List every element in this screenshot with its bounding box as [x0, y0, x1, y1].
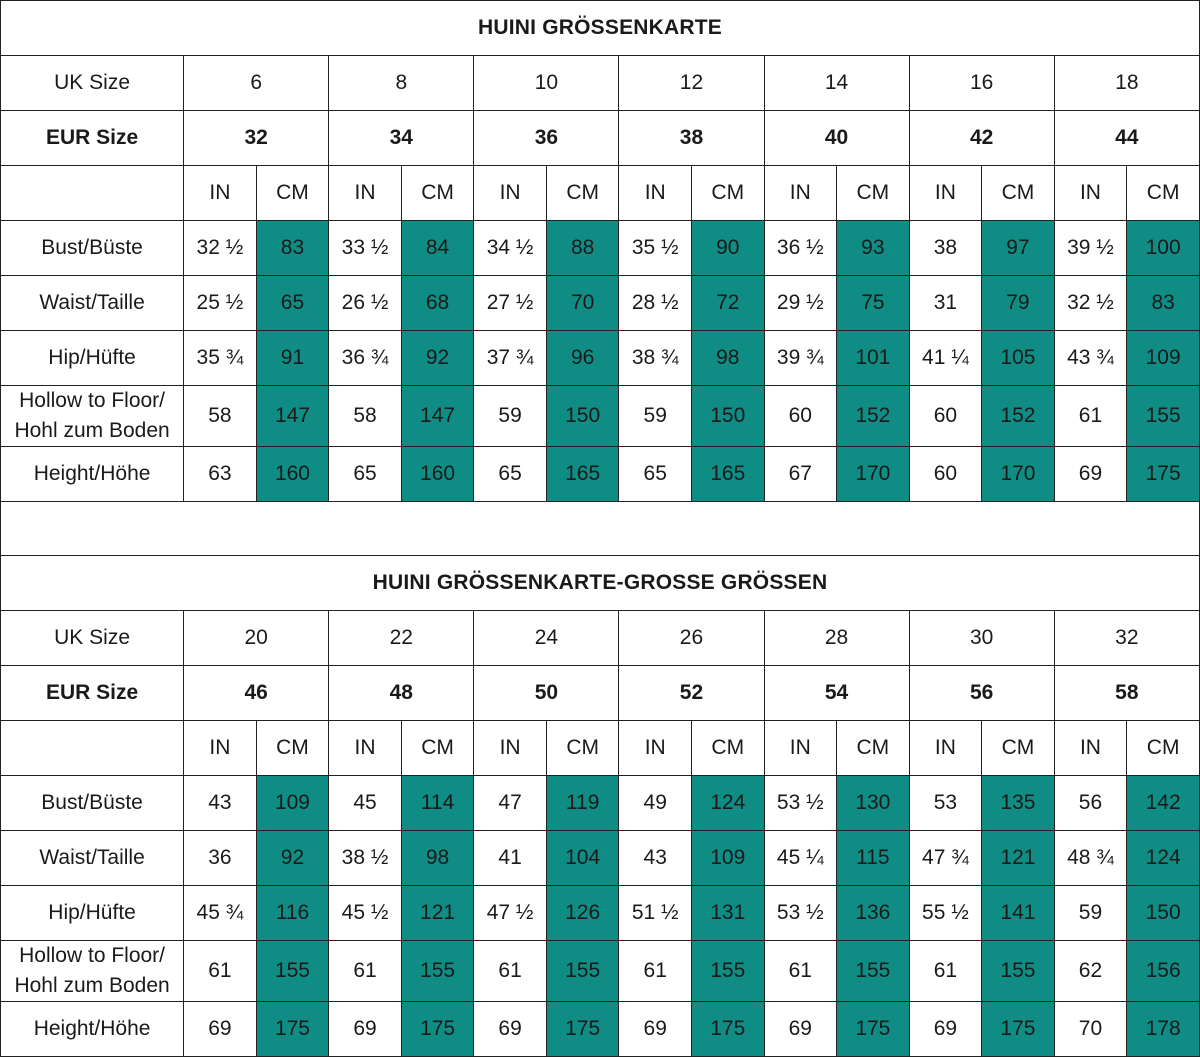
measurement-row	[1, 331, 1200, 386]
value-in-cell: 27 ½	[474, 276, 547, 331]
value-in-cell: 53 ½	[764, 776, 837, 831]
value-in-cell: 69	[1054, 447, 1127, 502]
value-cm-cell: 70	[546, 276, 619, 331]
value-cm-cell: 155	[691, 941, 764, 1002]
measurement-row	[1, 386, 1200, 447]
section-spacer	[0, 500, 1200, 555]
measurement-label: Hip/Hüfte	[1, 886, 184, 941]
chart-title: HUINI GRÖSSENKARTE	[1, 1, 1200, 56]
value-cm-cell: 115	[837, 831, 910, 886]
unit-cm-header: CM	[546, 166, 619, 221]
unit-in-header: IN	[184, 721, 257, 776]
uk-size-cell: 22	[329, 611, 474, 666]
value-in-cell: 38	[909, 221, 982, 276]
value-in-cell: 41	[474, 831, 547, 886]
value-in-cell: 61	[329, 941, 402, 1002]
chart-title: HUINI GRÖSSENKARTE-GROSSE GRÖSSEN	[1, 556, 1200, 611]
eur-size-cell: 34	[329, 111, 474, 166]
value-in-cell: 36	[184, 831, 257, 886]
unit-in-header: IN	[619, 721, 692, 776]
value-in-cell: 47 ¾	[909, 831, 982, 886]
unit-cm-header: CM	[691, 721, 764, 776]
value-cm-cell: 175	[401, 1002, 474, 1057]
uk-size-row	[1, 611, 1200, 666]
unit-in-header: IN	[474, 721, 547, 776]
eur-size-label: EUR Size	[1, 666, 184, 721]
value-in-cell: 61	[1054, 386, 1127, 447]
uk-size-label: UK Size	[1, 56, 184, 111]
value-in-cell: 69	[184, 1002, 257, 1057]
value-in-cell: 35 ¾	[184, 331, 257, 386]
value-in-cell: 32 ½	[1054, 276, 1127, 331]
value-in-cell: 56	[1054, 776, 1127, 831]
unit-header-blank	[1, 721, 184, 776]
value-cm-cell: 152	[982, 386, 1055, 447]
value-cm-cell: 156	[1127, 941, 1200, 1002]
eur-size-cell: 36	[474, 111, 619, 166]
unit-cm-header: CM	[1127, 721, 1200, 776]
unit-cm-header: CM	[401, 166, 474, 221]
value-in-cell: 67	[764, 447, 837, 502]
value-cm-cell: 109	[691, 831, 764, 886]
measurement-label	[1, 941, 184, 1002]
measurement-row	[1, 831, 1200, 886]
value-in-cell: 33 ½	[329, 221, 402, 276]
measurement-row	[1, 776, 1200, 831]
unit-cm-header: CM	[1127, 166, 1200, 221]
uk-size-cell: 20	[184, 611, 329, 666]
value-cm-cell: 150	[691, 386, 764, 447]
measurement-label-text: Hollow to Floor/ Hohl zum Boden	[14, 944, 170, 997]
value-cm-cell: 93	[837, 221, 910, 276]
measurement-row	[1, 276, 1200, 331]
value-cm-cell: 98	[691, 331, 764, 386]
value-cm-cell: 175	[982, 1002, 1055, 1057]
value-in-cell: 69	[764, 1002, 837, 1057]
value-in-cell: 36 ½	[764, 221, 837, 276]
value-in-cell: 41 ¼	[909, 331, 982, 386]
value-cm-cell: 114	[401, 776, 474, 831]
measurement-row	[1, 447, 1200, 502]
unit-in-header: IN	[1054, 166, 1127, 221]
value-in-cell: 61	[619, 941, 692, 1002]
value-cm-cell: 68	[401, 276, 474, 331]
unit-cm-header: CM	[837, 721, 910, 776]
unit-in-header: IN	[474, 166, 547, 221]
value-cm-cell: 147	[401, 386, 474, 447]
uk-size-cell: 32	[1054, 611, 1199, 666]
value-in-cell: 58	[329, 386, 402, 447]
value-in-cell: 43	[184, 776, 257, 831]
value-cm-cell: 141	[982, 886, 1055, 941]
measurement-label: Height/Höhe	[1, 447, 184, 502]
value-in-cell: 61	[909, 941, 982, 1002]
value-cm-cell: 175	[546, 1002, 619, 1057]
value-cm-cell: 121	[401, 886, 474, 941]
uk-size-cell: 18	[1054, 56, 1199, 111]
unit-in-header: IN	[1054, 721, 1127, 776]
unit-in-header: IN	[619, 166, 692, 221]
value-in-cell: 38 ¾	[619, 331, 692, 386]
unit-header-row	[1, 721, 1200, 776]
value-in-cell: 65	[474, 447, 547, 502]
value-cm-cell: 160	[401, 447, 474, 502]
value-in-cell: 32 ½	[184, 221, 257, 276]
uk-size-cell: 12	[619, 56, 764, 111]
value-cm-cell: 155	[256, 941, 329, 1002]
eur-size-cell: 52	[619, 666, 764, 721]
value-in-cell: 36 ¾	[329, 331, 402, 386]
value-in-cell: 47	[474, 776, 547, 831]
value-cm-cell: 83	[256, 221, 329, 276]
value-in-cell: 70	[1054, 1002, 1127, 1057]
measurement-label	[1, 386, 184, 447]
value-cm-cell: 175	[837, 1002, 910, 1057]
value-cm-cell: 83	[1127, 276, 1200, 331]
value-cm-cell: 124	[691, 776, 764, 831]
value-cm-cell: 100	[1127, 221, 1200, 276]
unit-in-header: IN	[909, 721, 982, 776]
value-cm-cell: 97	[982, 221, 1055, 276]
value-cm-cell: 155	[837, 941, 910, 1002]
value-in-cell: 45 ½	[329, 886, 402, 941]
value-cm-cell: 175	[1127, 447, 1200, 502]
eur-size-cell: 50	[474, 666, 619, 721]
value-cm-cell: 65	[256, 276, 329, 331]
value-in-cell: 39 ¾	[764, 331, 837, 386]
eur-size-cell: 56	[909, 666, 1054, 721]
unit-cm-header: CM	[837, 166, 910, 221]
value-in-cell: 69	[619, 1002, 692, 1057]
value-in-cell: 55 ½	[909, 886, 982, 941]
eur-size-cell: 42	[909, 111, 1054, 166]
unit-in-header: IN	[329, 166, 402, 221]
value-cm-cell: 135	[982, 776, 1055, 831]
uk-size-cell: 10	[474, 56, 619, 111]
uk-size-cell: 6	[184, 56, 329, 111]
value-in-cell: 45 ¼	[764, 831, 837, 886]
value-cm-cell: 175	[256, 1002, 329, 1057]
value-cm-cell: 136	[837, 886, 910, 941]
eur-size-cell: 46	[184, 666, 329, 721]
unit-header-row	[1, 166, 1200, 221]
value-cm-cell: 152	[837, 386, 910, 447]
value-cm-cell: 121	[982, 831, 1055, 886]
unit-cm-header: CM	[982, 721, 1055, 776]
value-in-cell: 63	[184, 447, 257, 502]
measurement-row	[1, 221, 1200, 276]
value-cm-cell: 88	[546, 221, 619, 276]
value-cm-cell: 155	[1127, 386, 1200, 447]
eur-size-cell: 54	[764, 666, 909, 721]
value-cm-cell: 101	[837, 331, 910, 386]
uk-size-row	[1, 56, 1200, 111]
value-in-cell: 60	[909, 386, 982, 447]
value-cm-cell: 79	[982, 276, 1055, 331]
unit-in-header: IN	[909, 166, 982, 221]
value-cm-cell: 150	[546, 386, 619, 447]
value-cm-cell: 155	[546, 941, 619, 1002]
uk-size-cell: 8	[329, 56, 474, 111]
value-cm-cell: 126	[546, 886, 619, 941]
value-cm-cell: 165	[691, 447, 764, 502]
value-in-cell: 25 ½	[184, 276, 257, 331]
value-in-cell: 59	[619, 386, 692, 447]
value-in-cell: 61	[764, 941, 837, 1002]
value-cm-cell: 130	[837, 776, 910, 831]
value-cm-cell: 170	[837, 447, 910, 502]
value-in-cell: 60	[764, 386, 837, 447]
value-cm-cell: 75	[837, 276, 910, 331]
value-cm-cell: 92	[401, 331, 474, 386]
measurement-label: Bust/Büste	[1, 776, 184, 831]
measurement-label: Waist/Taille	[1, 831, 184, 886]
value-in-cell: 48 ¾	[1054, 831, 1127, 886]
uk-size-cell: 14	[764, 56, 909, 111]
value-in-cell: 60	[909, 447, 982, 502]
value-cm-cell: 178	[1127, 1002, 1200, 1057]
value-cm-cell: 155	[982, 941, 1055, 1002]
chart-title-row	[1, 1, 1200, 56]
value-in-cell: 34 ½	[474, 221, 547, 276]
value-cm-cell: 147	[256, 386, 329, 447]
value-cm-cell: 84	[401, 221, 474, 276]
value-cm-cell: 165	[546, 447, 619, 502]
value-in-cell: 59	[474, 386, 547, 447]
size-chart-plus	[0, 555, 1200, 1057]
unit-header-blank	[1, 166, 184, 221]
unit-cm-header: CM	[982, 166, 1055, 221]
value-cm-cell: 96	[546, 331, 619, 386]
value-cm-cell: 72	[691, 276, 764, 331]
value-cm-cell: 131	[691, 886, 764, 941]
value-in-cell: 26 ½	[329, 276, 402, 331]
value-cm-cell: 90	[691, 221, 764, 276]
measurement-label: Height/Höhe	[1, 1002, 184, 1057]
unit-cm-header: CM	[546, 721, 619, 776]
value-in-cell: 58	[184, 386, 257, 447]
eur-size-cell: 32	[184, 111, 329, 166]
value-in-cell: 47 ½	[474, 886, 547, 941]
value-in-cell: 35 ½	[619, 221, 692, 276]
value-in-cell: 28 ½	[619, 276, 692, 331]
value-in-cell: 29 ½	[764, 276, 837, 331]
uk-size-label: UK Size	[1, 611, 184, 666]
eur-size-cell: 48	[329, 666, 474, 721]
value-cm-cell: 105	[982, 331, 1055, 386]
value-cm-cell: 175	[691, 1002, 764, 1057]
eur-size-cell: 58	[1054, 666, 1199, 721]
eur-size-cell: 38	[619, 111, 764, 166]
value-in-cell: 53	[909, 776, 982, 831]
uk-size-cell: 26	[619, 611, 764, 666]
unit-in-header: IN	[184, 166, 257, 221]
unit-in-header: IN	[329, 721, 402, 776]
value-in-cell: 69	[474, 1002, 547, 1057]
unit-cm-header: CM	[256, 166, 329, 221]
eur-size-row	[1, 666, 1200, 721]
unit-cm-header: CM	[401, 721, 474, 776]
value-cm-cell: 119	[546, 776, 619, 831]
value-in-cell: 65	[619, 447, 692, 502]
size-chart-regular	[0, 0, 1200, 502]
value-in-cell: 49	[619, 776, 692, 831]
unit-in-header: IN	[764, 166, 837, 221]
value-in-cell: 45	[329, 776, 402, 831]
value-in-cell: 62	[1054, 941, 1127, 1002]
chart-title-row	[1, 556, 1200, 611]
measurement-row	[1, 941, 1200, 1002]
value-in-cell: 31	[909, 276, 982, 331]
value-cm-cell: 170	[982, 447, 1055, 502]
value-cm-cell: 92	[256, 831, 329, 886]
unit-cm-header: CM	[691, 166, 764, 221]
value-cm-cell: 142	[1127, 776, 1200, 831]
measurement-row	[1, 1002, 1200, 1057]
value-in-cell: 39 ½	[1054, 221, 1127, 276]
eur-size-row	[1, 111, 1200, 166]
value-in-cell: 43 ¾	[1054, 331, 1127, 386]
measurement-row	[1, 886, 1200, 941]
value-cm-cell: 104	[546, 831, 619, 886]
measurement-label: Hip/Hüfte	[1, 331, 184, 386]
eur-size-cell: 44	[1054, 111, 1199, 166]
unit-cm-header: CM	[256, 721, 329, 776]
value-cm-cell: 109	[256, 776, 329, 831]
measurement-label: Bust/Büste	[1, 221, 184, 276]
value-cm-cell: 109	[1127, 331, 1200, 386]
uk-size-cell: 28	[764, 611, 909, 666]
eur-size-cell: 40	[764, 111, 909, 166]
uk-size-cell: 16	[909, 56, 1054, 111]
measurement-label: Waist/Taille	[1, 276, 184, 331]
value-in-cell: 43	[619, 831, 692, 886]
value-cm-cell: 150	[1127, 886, 1200, 941]
unit-in-header: IN	[764, 721, 837, 776]
value-in-cell: 69	[909, 1002, 982, 1057]
value-cm-cell: 91	[256, 331, 329, 386]
value-in-cell: 38 ½	[329, 831, 402, 886]
uk-size-cell: 30	[909, 611, 1054, 666]
value-in-cell: 65	[329, 447, 402, 502]
value-in-cell: 61	[474, 941, 547, 1002]
uk-size-cell: 24	[474, 611, 619, 666]
value-in-cell: 53 ½	[764, 886, 837, 941]
value-in-cell: 37 ¾	[474, 331, 547, 386]
eur-size-label: EUR Size	[1, 111, 184, 166]
value-in-cell: 51 ½	[619, 886, 692, 941]
value-cm-cell: 160	[256, 447, 329, 502]
value-cm-cell: 116	[256, 886, 329, 941]
value-cm-cell: 98	[401, 831, 474, 886]
value-in-cell: 69	[329, 1002, 402, 1057]
value-in-cell: 61	[184, 941, 257, 1002]
value-in-cell: 59	[1054, 886, 1127, 941]
value-in-cell: 45 ¾	[184, 886, 257, 941]
value-cm-cell: 124	[1127, 831, 1200, 886]
value-cm-cell: 155	[401, 941, 474, 1002]
measurement-label-text: Hollow to Floor/ Hohl zum Boden	[14, 389, 170, 442]
